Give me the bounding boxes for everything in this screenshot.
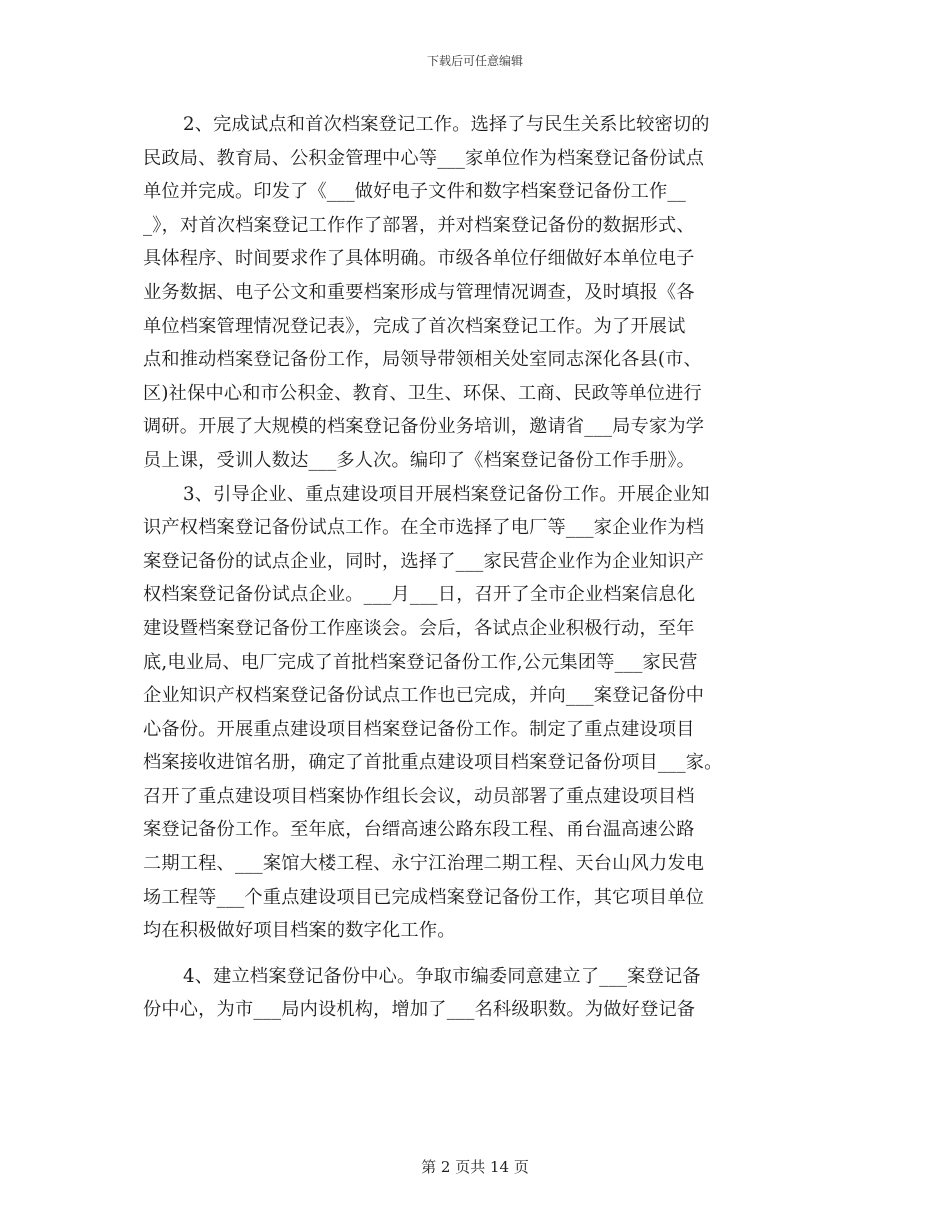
text-line: 底,电业局、电厂完成了首批档案登记备份工作,公元集团等___家民营	[143, 651, 698, 673]
text-line: 具体程序、时间要求作了具体明确。市级各单位仔细做好本单位电子	[143, 248, 695, 270]
text-line: 业务数据、电子公文和重要档案形成与管理情况调查，及时填报《各	[143, 281, 695, 303]
text-line: 识产权档案登记备份试点工作。在全市选择了电厂等___家企业作为档	[143, 517, 705, 539]
paragraph-4	[143, 960, 803, 1027]
text-line: 场工程等___个重点建设项目已完成档案登记备份工作，其它项目单位	[143, 886, 705, 908]
text-line: 4、建立档案登记备份中心。争取市编委同意建立了___案登记备	[183, 965, 701, 987]
paragraph-spacer	[143, 948, 803, 960]
text-line: 调研。开展了大规模的档案登记备份业务培训，邀请省___局专家为学	[143, 416, 705, 438]
paragraph-2	[143, 108, 803, 478]
page-header: 下载后可任意编辑	[426, 54, 523, 68]
page-footer: 第 2 页共 14 页	[421, 1158, 529, 1176]
text-line: 3、引导企业、重点建设项目开展档案登记备份工作。开展企业知	[183, 483, 710, 505]
text-line: _》，对首次档案登记工作作了部署，并对档案登记备份的数据形式、	[143, 214, 695, 236]
text-line: 员上课，受训人数达___多人次。编印了《档案登记备份工作手册》。	[143, 449, 696, 471]
text-line: 区)社保中心和市公积金、教育、卫生、环保、工商、民政等单位进行	[143, 382, 702, 404]
text-line: 均在积极做好项目档案的数字化工作。	[143, 920, 456, 942]
text-line: 建设暨档案登记备份工作座谈会。会后，各试点企业积极行动，至年	[143, 617, 695, 639]
text-line: 单位档案管理情况登记表》，完成了首次档案登记工作。为了开展试	[143, 315, 686, 337]
text-line: 份中心，为市___局内设机构，增加了___名科级职数。为做好登记备	[143, 999, 696, 1021]
text-line: 心备份。开展重点建设项目档案登记备份工作。制定了重点建设项目	[143, 718, 695, 740]
text-line: 档案接收进馆名册，确定了首批重点建设项目档案登记备份项目___家。	[143, 752, 723, 774]
text-line: 民政局、教育局、公积金管理中心等___家单位作为档案登记备份试点	[143, 147, 705, 169]
text-line: 2、完成试点和首次档案登记工作。选择了与民生关系比较密切的	[183, 114, 710, 135]
text-line: 点和推动档案登记备份工作，局领导带领相关处室同志深化各县(市、	[143, 349, 702, 371]
document-body	[143, 108, 803, 1027]
text-line: 单位并完成。印发了《___做好电子文件和数字档案登记备份工作__	[143, 181, 686, 203]
text-line: 案登记备份的试点企业，同时，选择了___家民营企业作为企业知识产	[143, 550, 705, 572]
text-line: 案登记备份工作。至年底，台缙高速公路东段工程、甬台温高速公路	[143, 819, 695, 841]
text-line: 召开了重点建设项目档案协作组长会议，动员部署了重点建设项目档	[143, 785, 695, 807]
paragraph-3	[143, 478, 803, 948]
text-line: 权档案登记备份试点企业。___月___日，召开了全市企业档案信息化	[143, 584, 696, 606]
text-line: 二期工程、___案馆大楼工程、永宁江治理二期工程、天台山风力发电	[143, 853, 705, 875]
text-line: 企业知识产权档案登记备份试点工作也已完成，并向___案登记备份中	[143, 685, 705, 707]
